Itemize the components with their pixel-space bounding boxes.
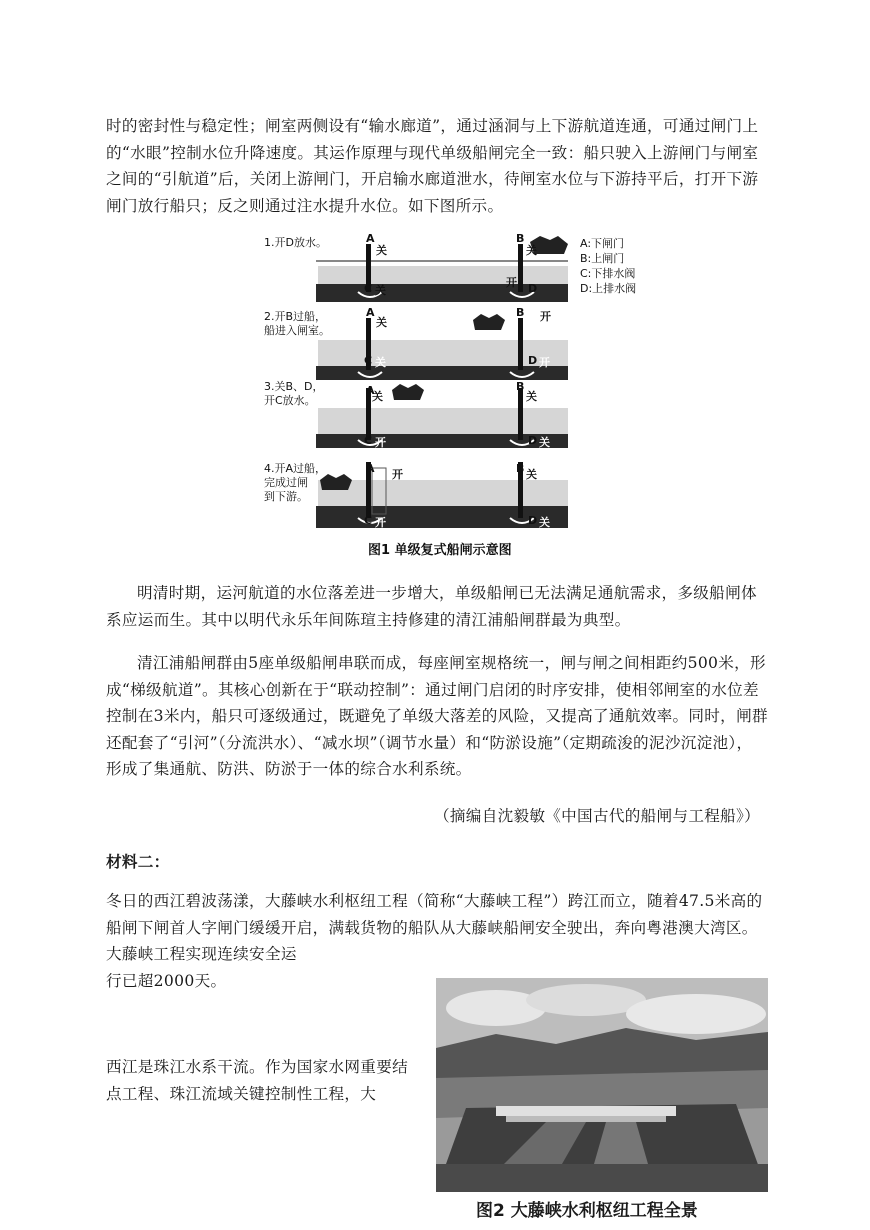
- paragraph-xijiang: 西江是珠江水系干流。作为国家水网重要结点工程、珠江流域关键控制性工程，大: [106, 1058, 408, 1103]
- material-2-heading: 材料二：: [106, 853, 170, 871]
- paragraph-datengxia-cont: 行已超2000天。: [106, 972, 227, 990]
- gate-a-label-4: A: [366, 462, 375, 475]
- valve-d-label-1: D: [528, 282, 538, 295]
- valve-c-label-3: C: [364, 434, 373, 447]
- gate-b-label-2: B: [516, 306, 525, 319]
- gate-a-label-3: A: [366, 384, 375, 397]
- valve-c-label-4: C: [364, 514, 373, 527]
- photo-svg: [436, 978, 768, 1192]
- gate-b-label-1: B: [516, 232, 525, 245]
- gate-a-state-1: 关: [376, 244, 387, 257]
- gate-b-state-1: 关: [526, 244, 537, 257]
- paragraph-datengxia-text: 冬日的西江碧波荡漾，大藤峡水利枢纽工程（简称“大藤峡工程”）跨江而立，随着47.5米高的船闸下闸首人字闸门缓缓开启，满载货物的船队从大藤峡船闸安全驶出，奔向粤港澳大湾区。大藤峡工程实现连续安全运: [106, 892, 763, 963]
- figure-1-caption: 图1 单级复式船闸示意图: [368, 543, 512, 558]
- figure-2-caption: 图2 大藤峡水利枢纽工程全景: [476, 1201, 698, 1221]
- step-1-label: 1.开D放水。: [264, 236, 327, 249]
- step-4-label: 4.开A过船， 完成过闸 到下游。: [264, 462, 327, 503]
- paragraph-datengxia: [106, 888, 768, 968]
- step-2-label: 2.开B过船， 船进入闸室。: [264, 310, 330, 337]
- paragraph-lock-principle: 时的密封性与稳定性；闸室两侧设有“输水廊道”，通过涵洞与上下游航道连通，可通过闸门上的“水眼”控制水位升降速度。其运作原理与现代单级船闸完全一致：船只驶入上游闸门与闸室之间的“引航道”后，关闭上游闸门，开启输水廊道泄水，待闸室水位与下游持平后，打开下游闸门放行船只；反之则通过注水提升水位。如下图所示。: [106, 117, 759, 215]
- gate-b-state-2: 开: [540, 310, 551, 323]
- gate-a-state-4: 开: [392, 468, 403, 481]
- gate-b-label-3: B: [516, 380, 525, 393]
- paragraph-ming-qing: 明清时期，运河航道的水位落差进一步增大，单级船闸已无法满足通航需求，多级船闸体系应运而生。其中以明代永乐年间陈瑄主持修建的清江浦船闸群最为典型。: [106, 584, 757, 629]
- legend-c: C:下排水阀: [580, 267, 636, 280]
- gate-b-label-4: B: [516, 462, 525, 475]
- gate-b-state-3: 关: [526, 390, 537, 403]
- legend-d: D:上排水阀: [580, 282, 637, 295]
- valve-d-label-2: D: [528, 354, 538, 367]
- legend-a: A:下闸门: [580, 237, 625, 250]
- valve-c-label-1: C: [364, 282, 373, 295]
- datengxia-photo: [436, 978, 768, 1192]
- gate-a-state-3: 关: [372, 390, 383, 403]
- valve-d-state-3: 关: [539, 436, 550, 449]
- valve-d-state-1: 开: [506, 276, 517, 289]
- valve-c-label-2: C: [364, 354, 373, 367]
- gate-b-state-4: 关: [526, 468, 537, 481]
- valve-c-state-2: 关: [375, 356, 386, 369]
- valve-d-state-2: 开: [539, 356, 550, 369]
- valve-d-label-3: D: [528, 434, 538, 447]
- paragraph-qingjiangpu: 清江浦船闸群由5座单级船闸串联而成，每座闸室规格统一，闸与闸之间相距约500米，形成“梯级航道”。其核心创新在于“联动控制”：通过闸门启闭的时序安排，使相邻闸室的水位差控制在3米内，船只可逐级通过，既避免了单级大落差的风险，又提高了通航效率。同时，闸群还配套了“引河”（分流洪水）、“减水坝”（调节水量）和“防淤设施”（定期疏浚的泥沙沉淀池），形成了集通航、防洪、防淤于一体的综合水利系统。: [106, 654, 768, 778]
- gate-a-label-1: A: [366, 232, 375, 245]
- valve-c-state-1: 关: [375, 284, 386, 297]
- valve-c-state-4: 开: [375, 516, 386, 529]
- figure-ship-lock-diagram: [258, 230, 648, 560]
- panel-step-2: [316, 314, 568, 380]
- valve-d-state-4: 关: [539, 516, 550, 529]
- valve-d-label-4: D: [528, 514, 538, 527]
- source-citation: （摘编自沈毅敏《中国古代的船闸与工程船》）: [434, 807, 760, 825]
- gate-a-label-2: A: [366, 306, 375, 319]
- valve-c-state-3: 开: [375, 436, 386, 449]
- step-3-label: 3.关B、D， 开C放水。: [264, 380, 324, 407]
- gate-a-state-2: 关: [376, 316, 387, 329]
- legend-b: B:上闸门: [580, 252, 625, 265]
